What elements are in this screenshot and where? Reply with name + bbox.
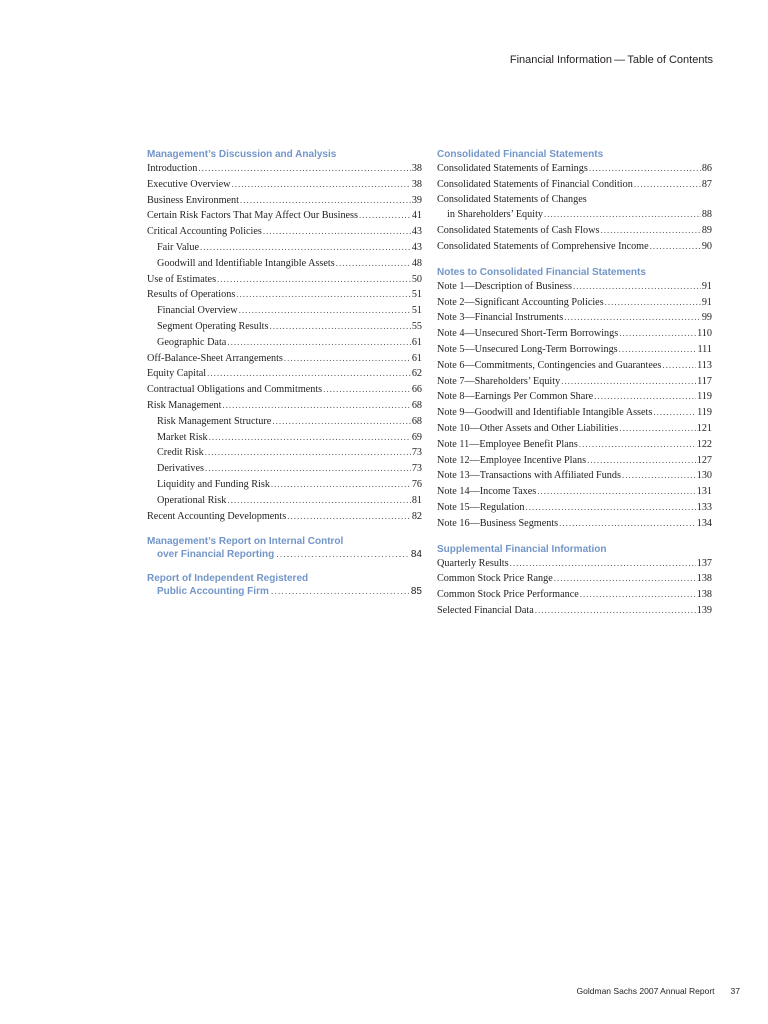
dot-leader <box>605 295 701 310</box>
toc-entry-label: Quarterly Results <box>437 557 509 569</box>
toc-entry-label: Market Risk <box>157 431 208 443</box>
toc-entry-label: Geographic Data <box>157 336 227 348</box>
dot-leader <box>510 556 696 571</box>
toc-entry-page: 113 <box>697 359 712 371</box>
supplemental-section <box>437 543 712 619</box>
toc-right-column <box>437 148 712 630</box>
internal-control-page: 84 <box>410 549 422 561</box>
toc-entry-page: 81 <box>411 494 422 506</box>
dot-leader <box>619 342 697 357</box>
toc-entry[interactable] <box>437 326 712 342</box>
toc-entry-label: Note 10—Other Assets and Other Liabilities <box>437 422 619 434</box>
toc-entry-label: Note 12—Employee Incentive Plans <box>437 454 587 466</box>
toc-entry[interactable] <box>147 272 422 288</box>
dot-leader <box>205 461 411 476</box>
toc-entry-label: Operational Risk <box>157 494 227 506</box>
dot-leader <box>231 177 410 192</box>
toc-entry-page: 61 <box>411 352 422 364</box>
toc-entry-label: Consolidated Statements of Comprehensive Income <box>437 240 649 252</box>
toc-entry-page: 43 <box>411 241 422 253</box>
toc-entry-label: Liquidity and Funding Risk <box>157 478 270 490</box>
toc-entry[interactable] <box>437 603 712 619</box>
dot-leader <box>209 430 411 445</box>
toc-entry-label: Consolidated Statements of Financial Condition <box>437 178 633 190</box>
toc-entry-page: 62 <box>411 368 422 380</box>
toc-entry-page: 133 <box>696 501 712 513</box>
toc-entry-label: Common Stock Price Range <box>437 573 553 585</box>
toc-entry[interactable] <box>147 303 422 319</box>
toc-entry-page: 87 <box>701 178 712 190</box>
toc-entry[interactable] <box>437 421 712 437</box>
mda-section-title[interactable]: Management’s Discussion and Analysis <box>147 149 337 160</box>
toc-entry[interactable] <box>437 223 712 239</box>
toc-entry[interactable] <box>437 239 712 255</box>
dot-leader <box>594 389 696 404</box>
toc-entry-page: 48 <box>411 257 422 269</box>
toc-entry[interactable] <box>147 398 422 414</box>
dot-leader <box>579 437 696 452</box>
toc-entry[interactable] <box>437 207 712 223</box>
toc-entry[interactable] <box>147 208 422 224</box>
toc-entry-page: 131 <box>696 486 712 498</box>
dot-leader <box>272 414 411 429</box>
toc-entry-label: Risk Management Structure <box>157 415 272 427</box>
toc-entry[interactable] <box>437 193 712 208</box>
dot-leader <box>205 445 411 460</box>
internal-control-section <box>147 535 422 561</box>
toc-entry-label: Note 8—Earnings Per Common Share <box>437 391 594 403</box>
dot-leader <box>535 603 696 618</box>
toc-entry-page: 68 <box>411 399 422 411</box>
auditor-report-section <box>147 572 422 598</box>
toc-entry-label: Use of Estimates <box>147 273 217 285</box>
toc-entry-label: Recent Accounting Developments <box>147 510 287 522</box>
dot-leader <box>525 500 695 515</box>
toc-entry-label: Risk Management <box>147 399 222 411</box>
statements-section-title[interactable]: Consolidated Financial Statements <box>437 149 604 160</box>
toc-entry-page: 121 <box>696 422 712 434</box>
toc-entry-label: Note 6—Commitments, Contingencies and Guarantees <box>437 359 662 371</box>
dot-leader <box>227 335 411 350</box>
dot-leader <box>336 256 411 271</box>
toc-entry[interactable] <box>147 224 422 240</box>
toc-entry-page: 91 <box>701 280 712 292</box>
toc-entry-label: Note 4—Unsecured Short-Term Borrowings <box>437 328 619 340</box>
mda-entries <box>147 161 422 524</box>
dot-leader <box>622 468 696 483</box>
toc-entry-label: Common Stock Price Performance <box>437 589 579 601</box>
toc-entry-page: 39 <box>411 194 422 206</box>
toc-entry-label: Contractual Obligations and Commitments <box>147 384 323 396</box>
dot-leader <box>537 484 695 499</box>
footer-page-number: 37 <box>730 986 740 996</box>
toc-entry[interactable] <box>147 509 422 525</box>
toc-entry-page: 69 <box>411 431 422 443</box>
toc-entry-page: 119 <box>697 407 712 419</box>
toc-entry-page: 51 <box>411 305 422 317</box>
toc-entry-page: 119 <box>697 391 712 403</box>
toc-entry-label: Note 15—Regulation <box>437 501 525 513</box>
toc-entry-page: 61 <box>411 336 422 348</box>
dot-leader <box>239 303 411 318</box>
dot-leader <box>200 240 411 255</box>
toc-entry-page: 122 <box>696 438 712 450</box>
toc-entry-page: 137 <box>696 557 712 569</box>
toc-entry[interactable] <box>147 414 422 430</box>
toc-entry-page: 134 <box>696 517 712 529</box>
toc-entry[interactable] <box>437 556 712 572</box>
toc-entry-label: Note 3—Financial Instruments <box>437 312 564 324</box>
toc-entry-label: Results of Operations <box>147 289 236 301</box>
toc-entry[interactable] <box>437 500 712 516</box>
toc-entry-label: Off-Balance-Sheet Arrangements <box>147 352 283 364</box>
dot-leader <box>619 326 696 341</box>
toc-entry-label: Financial Overview <box>157 305 238 317</box>
toc-entry[interactable] <box>437 484 712 500</box>
auditor-report-title-line1[interactable]: Report of Independent Registered <box>147 573 309 585</box>
dot-leader <box>198 161 410 176</box>
toc-entry-page: 51 <box>411 289 422 301</box>
toc-entry-label: Business Environment <box>147 194 239 206</box>
dot-leader <box>227 493 410 508</box>
dot-leader <box>222 398 410 413</box>
toc-entry[interactable] <box>147 335 422 351</box>
toc-entry[interactable] <box>437 374 712 390</box>
toc-entry-label: Note 2—Significant Accounting Policies <box>437 296 604 308</box>
dot-leader <box>544 207 701 222</box>
footer-report-name: Goldman Sachs 2007 Annual Report <box>576 986 715 996</box>
dot-leader <box>662 358 696 373</box>
toc-entry-label: Equity Capital <box>147 368 207 380</box>
toc-entry-label: Note 13—Transactions with Affiliated Funds <box>437 470 621 482</box>
toc-entry-page: 89 <box>701 225 712 237</box>
toc-entry[interactable] <box>437 358 712 374</box>
toc-entry[interactable] <box>147 366 422 382</box>
dot-leader <box>217 272 411 287</box>
toc-entry-page: 130 <box>696 470 712 482</box>
supplemental-section-title[interactable]: Supplemental Financial Information <box>437 543 607 555</box>
internal-control-title-line2[interactable] <box>147 548 422 561</box>
dot-leader <box>619 421 695 436</box>
toc-entry-label: Fair Value <box>157 241 199 253</box>
toc-entry-label: Segment Operating Results <box>157 320 269 332</box>
toc-entry[interactable] <box>437 453 712 469</box>
page-footer <box>577 986 740 996</box>
notes-section <box>437 266 712 532</box>
toc-entry[interactable] <box>437 571 712 587</box>
toc-entry[interactable] <box>437 161 712 177</box>
toc-entry-page: 73 <box>411 463 422 475</box>
toc-entry[interactable] <box>147 319 422 335</box>
dot-leader <box>554 571 696 586</box>
dot-leader <box>589 161 701 176</box>
toc-entry[interactable] <box>437 587 712 603</box>
toc-entry-label: Note 9—Goodwill and Identifiable Intangible Assets <box>437 407 653 419</box>
toc-entry-page: 90 <box>701 240 712 252</box>
toc-entry[interactable] <box>147 493 422 509</box>
dot-leader <box>564 310 701 325</box>
toc-entry-label: Critical Accounting Policies <box>147 226 262 238</box>
toc-entry-page: 68 <box>411 415 422 427</box>
toc-entry[interactable] <box>437 468 712 484</box>
toc-entry-page: 139 <box>696 604 712 616</box>
toc-entry-page: 99 <box>701 312 712 324</box>
toc-entry-label: Note 5—Unsecured Long-Term Borrowings <box>437 343 618 355</box>
toc-entry[interactable] <box>147 461 422 477</box>
toc-entry[interactable] <box>147 477 422 493</box>
dot-leader <box>634 177 701 192</box>
toc-entry-label: Note 1—Description of Business <box>437 280 572 292</box>
toc-entry-page: 55 <box>411 320 422 332</box>
dot-leader <box>561 374 696 389</box>
toc-entry[interactable] <box>437 295 712 311</box>
dot-leader <box>207 366 411 381</box>
toc-entry[interactable] <box>147 351 422 367</box>
dot-leader <box>271 585 409 598</box>
toc-entry-page: 88 <box>701 209 712 221</box>
dot-leader <box>284 351 411 366</box>
page-header-title: Financial Information — Table of Contents <box>509 54 713 66</box>
auditor-report-title-line2[interactable] <box>147 585 422 598</box>
toc-entry-label: in Shareholders’ Equity <box>447 209 544 221</box>
dot-leader <box>359 208 411 223</box>
toc-entry[interactable] <box>147 161 422 177</box>
toc-entry[interactable] <box>147 193 422 209</box>
toc-entry[interactable] <box>437 279 712 295</box>
dot-leader <box>276 548 409 561</box>
toc-entry-page: 43 <box>411 226 422 238</box>
toc-entry[interactable] <box>147 240 422 256</box>
dot-leader <box>587 453 696 468</box>
toc-entry[interactable] <box>147 256 422 272</box>
toc-entry-label: Note 16—Business Segments <box>437 517 559 529</box>
dot-leader <box>323 382 411 397</box>
toc-entry[interactable] <box>147 177 422 193</box>
toc-entry-page: 41 <box>411 210 422 222</box>
toc-entry-page: 38 <box>411 163 422 174</box>
toc-entry[interactable] <box>437 310 712 326</box>
notes-section-title[interactable]: Notes to Consolidated Financial Statements <box>437 266 646 278</box>
toc-entry-page: 117 <box>697 375 712 387</box>
dot-leader <box>263 224 411 239</box>
dot-leader <box>271 477 411 492</box>
toc-entry-page: 73 <box>411 447 422 459</box>
dot-leader <box>650 239 701 254</box>
toc-entry[interactable] <box>437 437 712 453</box>
toc-entry[interactable] <box>437 516 712 532</box>
internal-control-title-line1[interactable]: Management’s Report on Internal Control <box>147 536 344 548</box>
toc-entry-page: 127 <box>696 454 712 466</box>
toc-entry-label: Note 14—Income Taxes <box>437 486 537 498</box>
auditor-report-page: 85 <box>410 586 422 598</box>
toc-entry[interactable] <box>437 177 712 193</box>
dot-leader <box>653 405 696 420</box>
toc-entry-label: Consolidated Statements of Changes <box>437 193 587 205</box>
toc-entry-page: 111 <box>697 343 712 355</box>
toc-entry-label: Selected Financial Data <box>437 604 534 616</box>
toc-entry-page: 110 <box>697 328 712 340</box>
toc-entry-label: Consolidated Statements of Cash Flows <box>437 225 600 237</box>
dot-leader <box>573 279 701 294</box>
dot-leader <box>236 287 411 302</box>
toc-entry-label: Introduction <box>147 163 198 174</box>
toc-entry-page: 138 <box>696 589 712 601</box>
mda-section <box>147 148 422 524</box>
toc-entry-label: Consolidated Statements of Earnings <box>437 163 588 174</box>
toc-entry[interactable] <box>437 342 712 358</box>
toc-entry-page: 91 <box>701 296 712 308</box>
toc-entry-label: Goodwill and Identifiable Intangible Assets <box>157 257 335 269</box>
toc-entry-label: Note 7—Shareholders’ Equity <box>437 375 561 387</box>
toc-entry-page: 86 <box>701 163 712 174</box>
toc-entry-page: 138 <box>696 573 712 585</box>
toc-entry-page: 38 <box>411 178 422 190</box>
dot-leader <box>240 193 411 208</box>
dot-leader <box>287 509 411 524</box>
toc-entry-page: 82 <box>411 510 422 522</box>
toc-entry[interactable] <box>147 445 422 461</box>
toc-entry-page: 66 <box>411 384 422 396</box>
dot-leader <box>559 516 696 531</box>
toc-entry-page: 50 <box>411 273 422 285</box>
toc-entry-label: Note 11—Employee Benefit Plans <box>437 438 578 450</box>
dot-leader <box>269 319 410 334</box>
toc-entry[interactable] <box>147 430 422 446</box>
toc-entry[interactable] <box>147 287 422 303</box>
dot-leader <box>580 587 696 602</box>
toc-entry-page: 76 <box>411 478 422 490</box>
toc-left-column <box>147 148 422 609</box>
toc-entry-label: Derivatives <box>157 463 204 475</box>
toc-entry-label: Executive Overview <box>147 178 231 190</box>
toc-entry-label: Credit Risk <box>157 447 204 459</box>
auditor-report-label: Public Accounting Firm <box>157 586 269 598</box>
dot-leader <box>600 223 700 238</box>
toc-entry[interactable] <box>437 389 712 405</box>
toc-entry[interactable] <box>437 405 712 421</box>
toc-entry-label: Certain Risk Factors That May Affect Our Business <box>147 210 358 222</box>
toc-entry[interactable] <box>147 382 422 398</box>
statements-section <box>437 148 712 255</box>
internal-control-label: over Financial Reporting <box>157 549 275 561</box>
